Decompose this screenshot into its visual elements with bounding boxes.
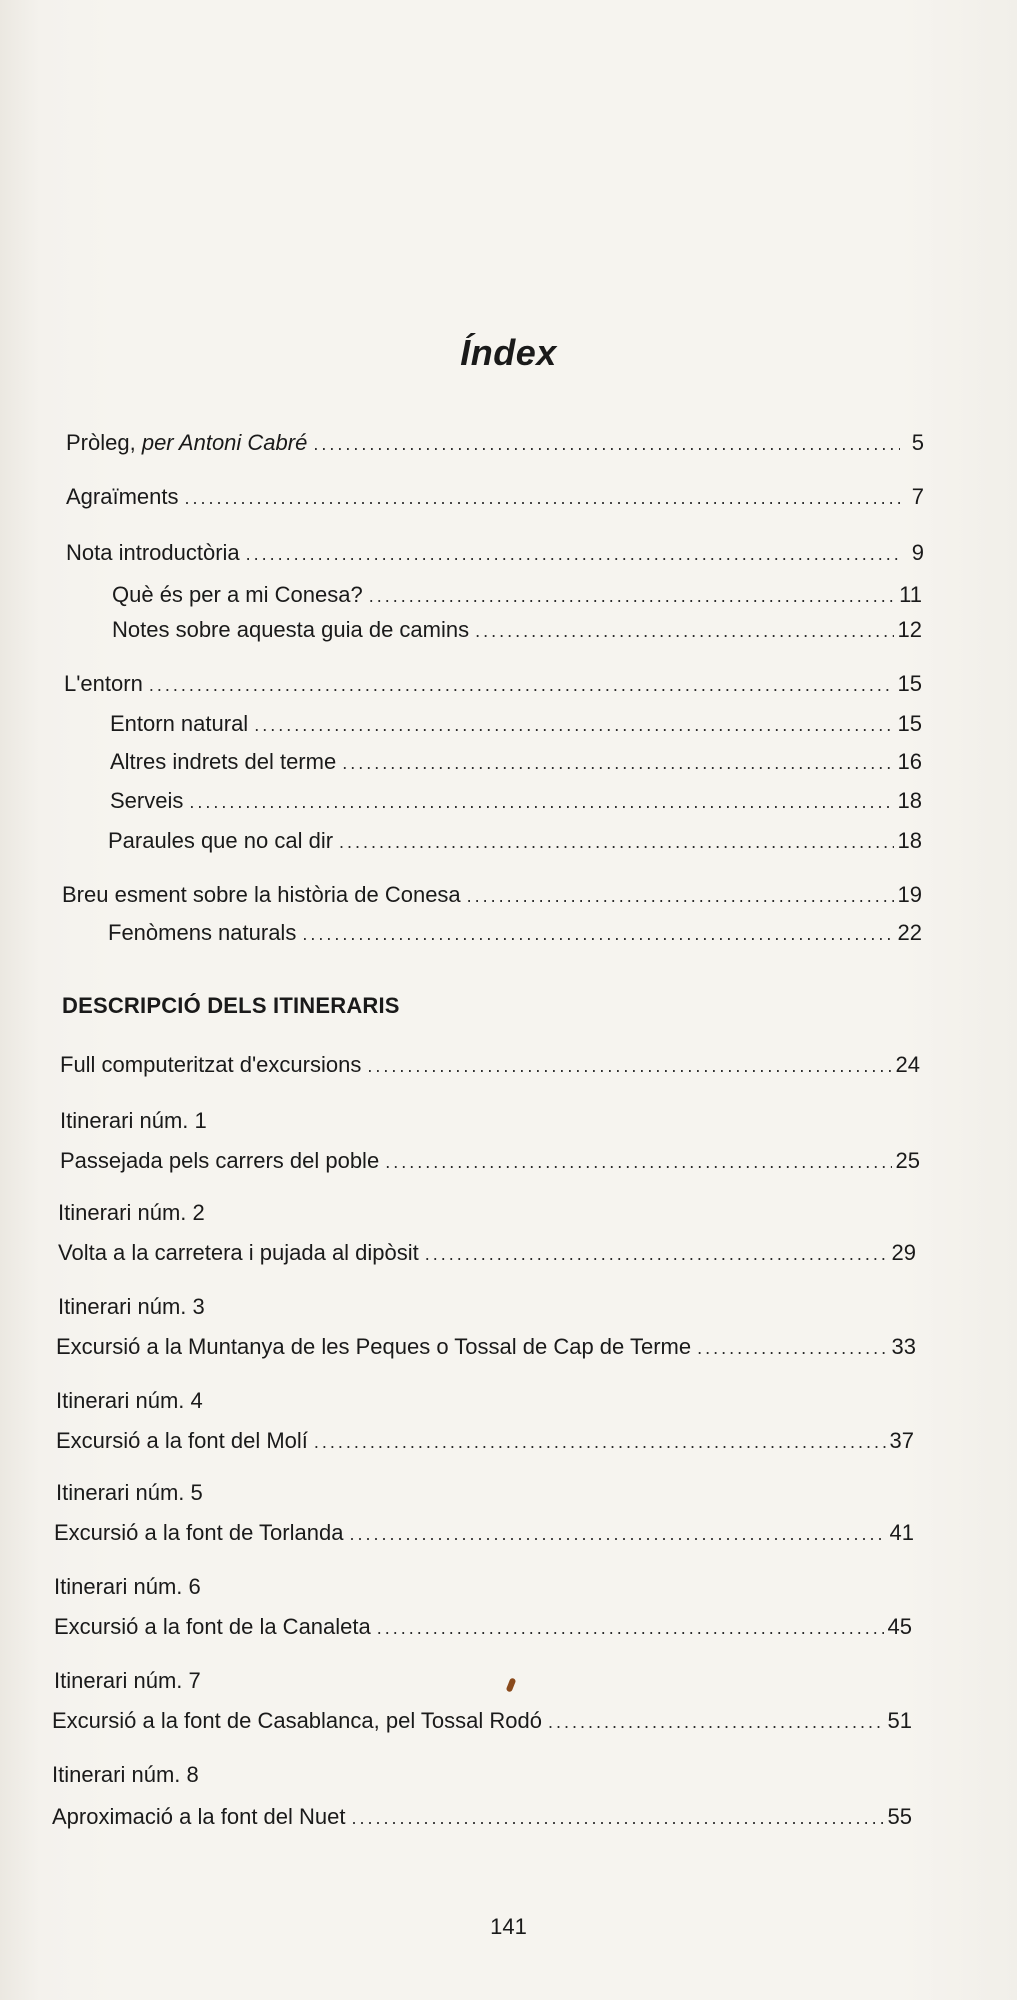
itinerary-number: Itinerari núm. 6 — [54, 1574, 201, 1599]
dot-leader — [367, 1056, 891, 1077]
itinerary-number: Itinerari núm. 1 — [60, 1108, 207, 1133]
dot-leader — [697, 1338, 887, 1359]
toc-page-number: 16 — [897, 749, 922, 774]
dot-leader — [339, 832, 893, 853]
dot-leader — [467, 886, 894, 907]
itinerary-number: Itinerari núm. 3 — [58, 1294, 205, 1319]
toc-entry-label: Paraules que no cal dir — [108, 828, 334, 853]
toc-entry-notes-guia — [112, 617, 922, 643]
toc-entry-historia — [62, 882, 922, 908]
toc-page-number: 9 — [911, 540, 924, 565]
itinerary-number: Itinerari núm. 7 — [54, 1668, 201, 1693]
toc-entry-itinerary-4 — [56, 1428, 914, 1454]
dot-leader — [302, 924, 893, 945]
toc-entry-entorn-natural — [110, 711, 922, 737]
toc-entry-fenomens — [108, 920, 922, 946]
toc-entry-itinerary-8 — [52, 1804, 912, 1830]
toc-entry-itinerary-5 — [54, 1520, 914, 1546]
toc-page-number: 12 — [897, 617, 922, 642]
dot-leader — [342, 753, 893, 774]
itinerary-number: Itinerari núm. 8 — [52, 1762, 199, 1787]
toc-entry-itinerary-3 — [56, 1334, 916, 1360]
toc-entry-itinerary-7 — [52, 1708, 912, 1734]
toc-entry-label: L'entorn — [64, 671, 143, 696]
toc-page-number: 18 — [897, 828, 922, 853]
dot-leader — [385, 1152, 891, 1173]
dot-leader — [548, 1712, 884, 1733]
toc-page-number: 22 — [897, 920, 922, 945]
toc-entry-itinerary-1 — [60, 1148, 920, 1174]
dot-leader — [349, 1524, 885, 1545]
toc-entry-label: Què és per a mi Conesa? — [112, 582, 363, 607]
toc-entry-full-computeritzat — [60, 1052, 920, 1078]
dot-leader — [149, 675, 894, 696]
page-number: 141 — [490, 1914, 527, 1939]
toc-page-number: 29 — [891, 1240, 916, 1265]
dot-leader — [185, 488, 901, 509]
toc-entry-itinerary-6 — [54, 1614, 912, 1640]
toc-page-number: 7 — [911, 484, 924, 509]
itinerary-number: Itinerari núm. 2 — [58, 1200, 205, 1225]
toc-entry-entorn — [64, 671, 922, 697]
dot-leader — [425, 1244, 888, 1265]
toc-page-number: 45 — [887, 1614, 912, 1639]
toc-entry-label: Passejada pels carrers del poble — [60, 1148, 380, 1173]
toc-entry-que-es-conesa — [112, 582, 922, 608]
dot-leader — [475, 621, 893, 642]
toc-page-number: 25 — [895, 1148, 920, 1173]
toc-entry-label: Agraïments — [66, 484, 179, 509]
toc-entry-label: Excursió a la font de Torlanda — [54, 1520, 344, 1545]
dot-leader — [313, 434, 900, 455]
toc-page-number: 51 — [887, 1708, 912, 1733]
dot-leader — [314, 1432, 886, 1453]
toc-entry-label: Serveis — [110, 788, 184, 813]
toc-page-number: 15 — [897, 671, 922, 696]
toc-entry-author: per Antoni Cabré — [141, 430, 308, 455]
toc-entry-label: Nota introductòria — [66, 540, 240, 565]
itinerary-number: Itinerari núm. 5 — [56, 1480, 203, 1505]
toc-entry-itinerary-2 — [58, 1240, 916, 1266]
toc-entry-agraiments — [66, 484, 924, 510]
toc-page-number: 37 — [889, 1428, 914, 1453]
toc-entry-label: Excursió a la Muntanya de les Peques o Tossal de Cap de Terme — [56, 1334, 692, 1359]
toc-entry-label: Altres indrets del terme — [110, 749, 337, 774]
toc-entry-label: Excursió a la font de la Canaleta — [54, 1614, 371, 1639]
toc-entry-label: Excursió a la font del Molí — [56, 1428, 308, 1453]
toc-page-number: 5 — [911, 430, 924, 455]
toc-page-number: 19 — [897, 882, 922, 907]
toc-entry-altres-indrets — [110, 749, 922, 775]
toc-page-number: 24 — [895, 1052, 920, 1077]
dot-leader — [254, 715, 893, 736]
dot-leader — [189, 792, 893, 813]
toc-entry-label: Aproximació a la font del Nuet — [52, 1804, 346, 1829]
toc-page-number: 18 — [897, 788, 922, 813]
toc-page-number: 33 — [891, 1334, 916, 1359]
dot-leader — [246, 544, 900, 565]
toc-page-number: 15 — [897, 711, 922, 736]
dot-leader — [369, 586, 895, 607]
dot-leader — [352, 1808, 884, 1829]
toc-entry-label: Entorn natural — [110, 711, 249, 736]
toc-entry-label: Full computeritzat d'excursions — [60, 1052, 362, 1077]
toc-entry-label: Volta a la carretera i pujada al dipòsit — [58, 1240, 419, 1265]
toc-page-number: 11 — [899, 582, 922, 607]
toc-page-number: 55 — [887, 1804, 912, 1829]
page-title: Índex — [460, 332, 557, 373]
toc-entry-label: Notes sobre aquesta guia de camins — [112, 617, 470, 642]
dot-leader — [377, 1618, 884, 1639]
toc-entry-label: Pròleg, — [66, 430, 142, 455]
toc-entry-serveis — [110, 788, 922, 814]
toc-entry-nota-introductoria — [66, 540, 924, 566]
section-heading: DESCRIPCIÓ DELS ITINERARIS — [62, 993, 400, 1018]
toc-entry-proleg — [66, 430, 924, 456]
toc-entry-paraules — [108, 828, 922, 854]
toc-entry-label: Breu esment sobre la història de Conesa — [62, 882, 461, 907]
toc-page-number: 41 — [889, 1520, 914, 1545]
toc-entry-label: Fenòmens naturals — [108, 920, 297, 945]
toc-entry-label: Excursió a la font de Casablanca, pel Tossal Rodó — [52, 1708, 542, 1733]
itinerary-number: Itinerari núm. 4 — [56, 1388, 203, 1413]
